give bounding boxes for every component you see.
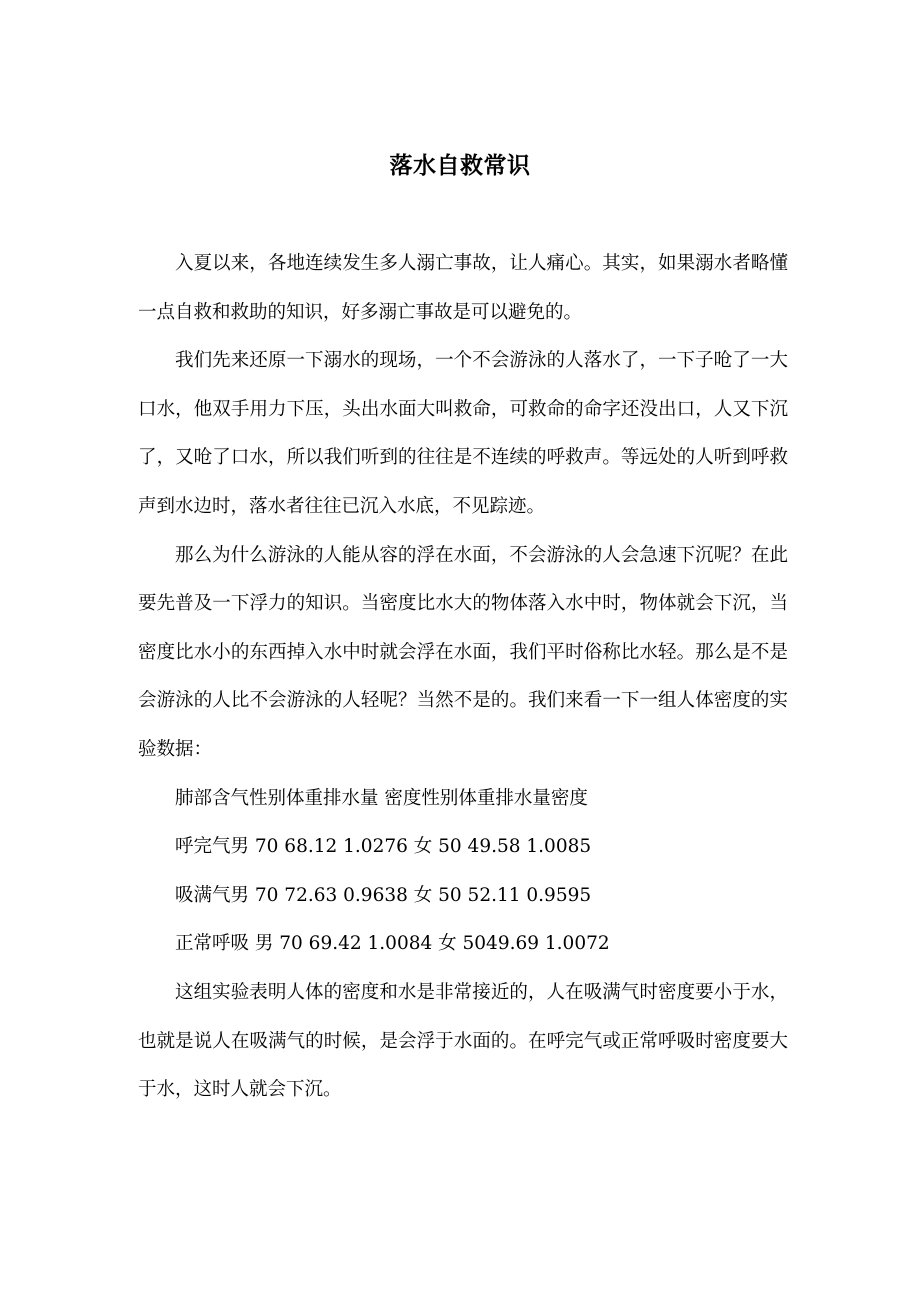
paragraph-buoyancy: 那么为什么游泳的人能从容的浮在水面，不会游泳的人会急速下沉呢？在此要先普及一下浮力的知识。当密度比水大的物体落入水中时，物体就会下沉，当密度比水小的东西掉入水中时就会浮在水面，我们平时俗称比水轻。那么是不是会游泳的人比不会游泳的人轻呢？当然不是的。我们来看一下一组人体密度的实验数据： xyxy=(138,544,788,760)
paragraph-intro: 入夏以来，各地连续发生多人溺亡事故，让人痛心。其实，如果溺水者略懂一点自救和救助的知识，好多溺亡事故是可以避免的。 xyxy=(138,253,788,323)
document-title: 落水自救常识 xyxy=(389,153,531,179)
paragraph-scene: 我们先来还原一下溺水的现场，一个不会游泳的人落水了，一下子呛了一大口水，他双手用力下压，头出水面大叫救命，可救命的命字还没出口，人又下沉了，又呛了口水，所以我们听到的往往是不连续的呼救声。等远处的人听到呼救声到水边时，落水者往往已沉入水底，不见踪迹。 xyxy=(138,350,788,517)
paragraph-conclusion: 这组实验表明人体的密度和水是非常接近的，人在吸满气时密度要小于水，也就是说人在吸满气的时候，是会浮于水面的。在呼完气或正常呼吸时密度要大于水，这时人就会下沉。 xyxy=(138,981,788,1101)
data-header-line: 肺部含气性别体重排水量 密度性别体重排水量密度 xyxy=(175,787,588,809)
data-line-exhaled: 呼完气男 70 68.12 1.0276 女 50 49.58 1.0085 xyxy=(175,836,592,858)
data-line-normal: 正常呼吸 男 70 69.42 1.0084 女 5049.69 1.0072 xyxy=(175,933,610,955)
data-line-inhaled: 吸满气男 70 72.63 0.9638 女 50 52.11 0.9595 xyxy=(175,884,592,906)
document-body xyxy=(138,240,788,1115)
